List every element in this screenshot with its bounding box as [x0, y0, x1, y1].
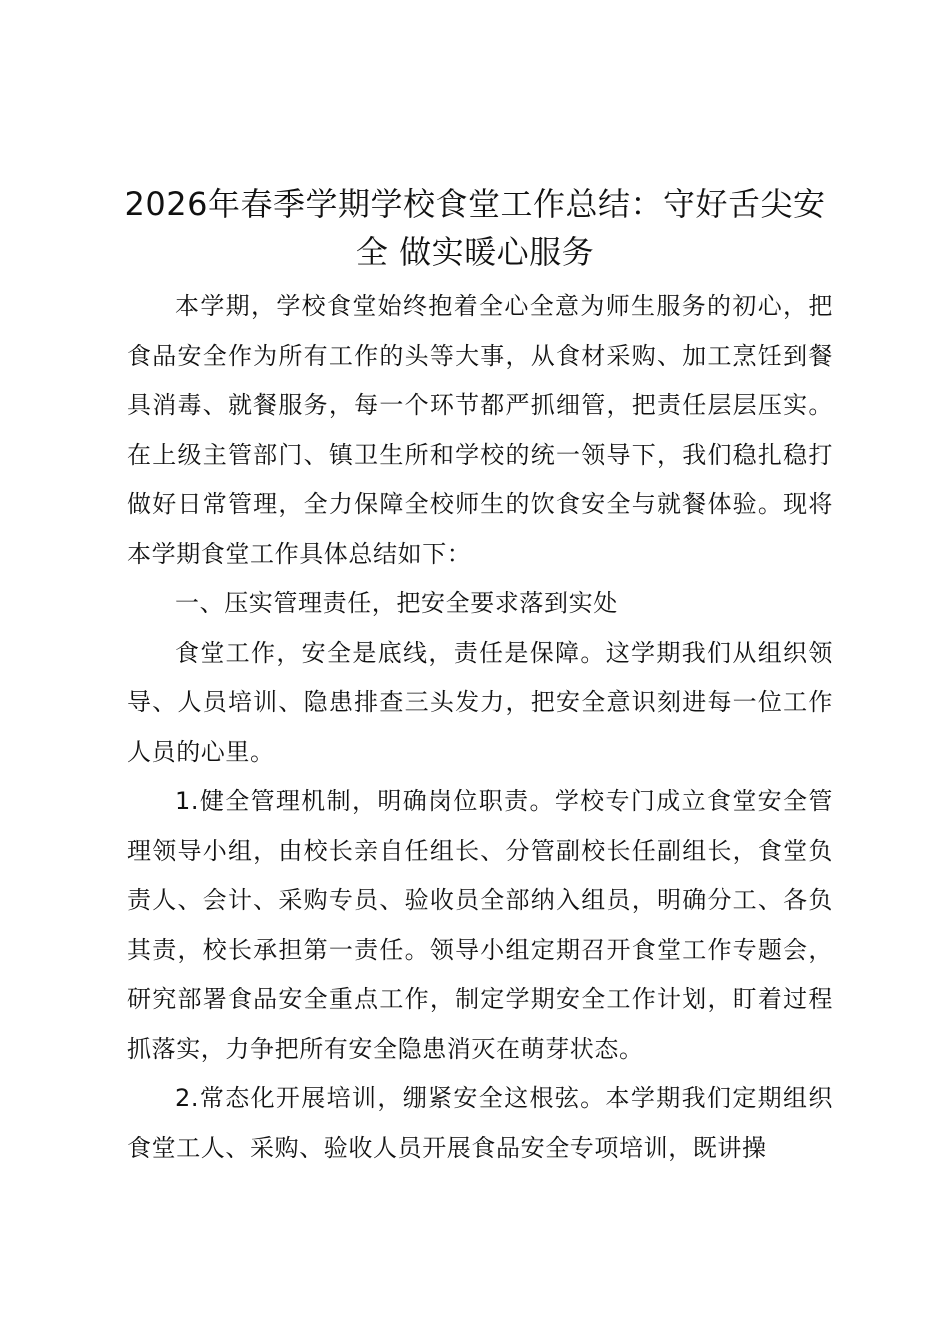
intro-paragraph: 本学期，学校食堂始终抱着全心全意为师生服务的初心，把食品安全作为所有工作的头等大事，从食材采购、加工烹饪到餐具消毒、就餐服务，每一个环节都严抓细管，把责任层层压实。在上级主管部门、镇卫生所和学校的统一领导下，我们稳扎稳打做好日常管理，全力保障全校师生的饮食安全与就餐体验。现将本学期食堂工作具体总结如下： [127, 292, 833, 568]
document-title: 2026年春季学期学校食堂工作总结：守好舌尖安全 做实暖心服务 [124, 185, 826, 271]
document-body [127, 282, 833, 1173]
section-heading: 一、压实管理责任，把安全要求落到实处 [175, 589, 618, 617]
point-2-paragraph: 2.常态化开展培训，绷紧安全这根弦。本学期我们定期组织食堂工人、采购、验收人员开展食品安全专项培训，既讲操 [127, 1084, 833, 1162]
point-1-paragraph: 1.健全管理机制，明确岗位职责。学校专门成立食堂安全管理领导小组，由校长亲自任组长、分管副校长任副组长，食堂负责人、会计、采购专员、验收员全部纳入组员，明确分工、各负其责，校长承担第一责任。领导小组定期召开食堂工作专题会，研究部署食品安全重点工作，制定学期安全工作计划，盯着过程抓落实，力争把所有安全隐患消灭在萌芽状态。 [127, 787, 833, 1063]
section-intro-paragraph: 食堂工作，安全是底线，责任是保障。这学期我们从组织领导、人员培训、隐患排查三头发力，把安全意识刻进每一位工作人员的心里。 [127, 638, 833, 766]
